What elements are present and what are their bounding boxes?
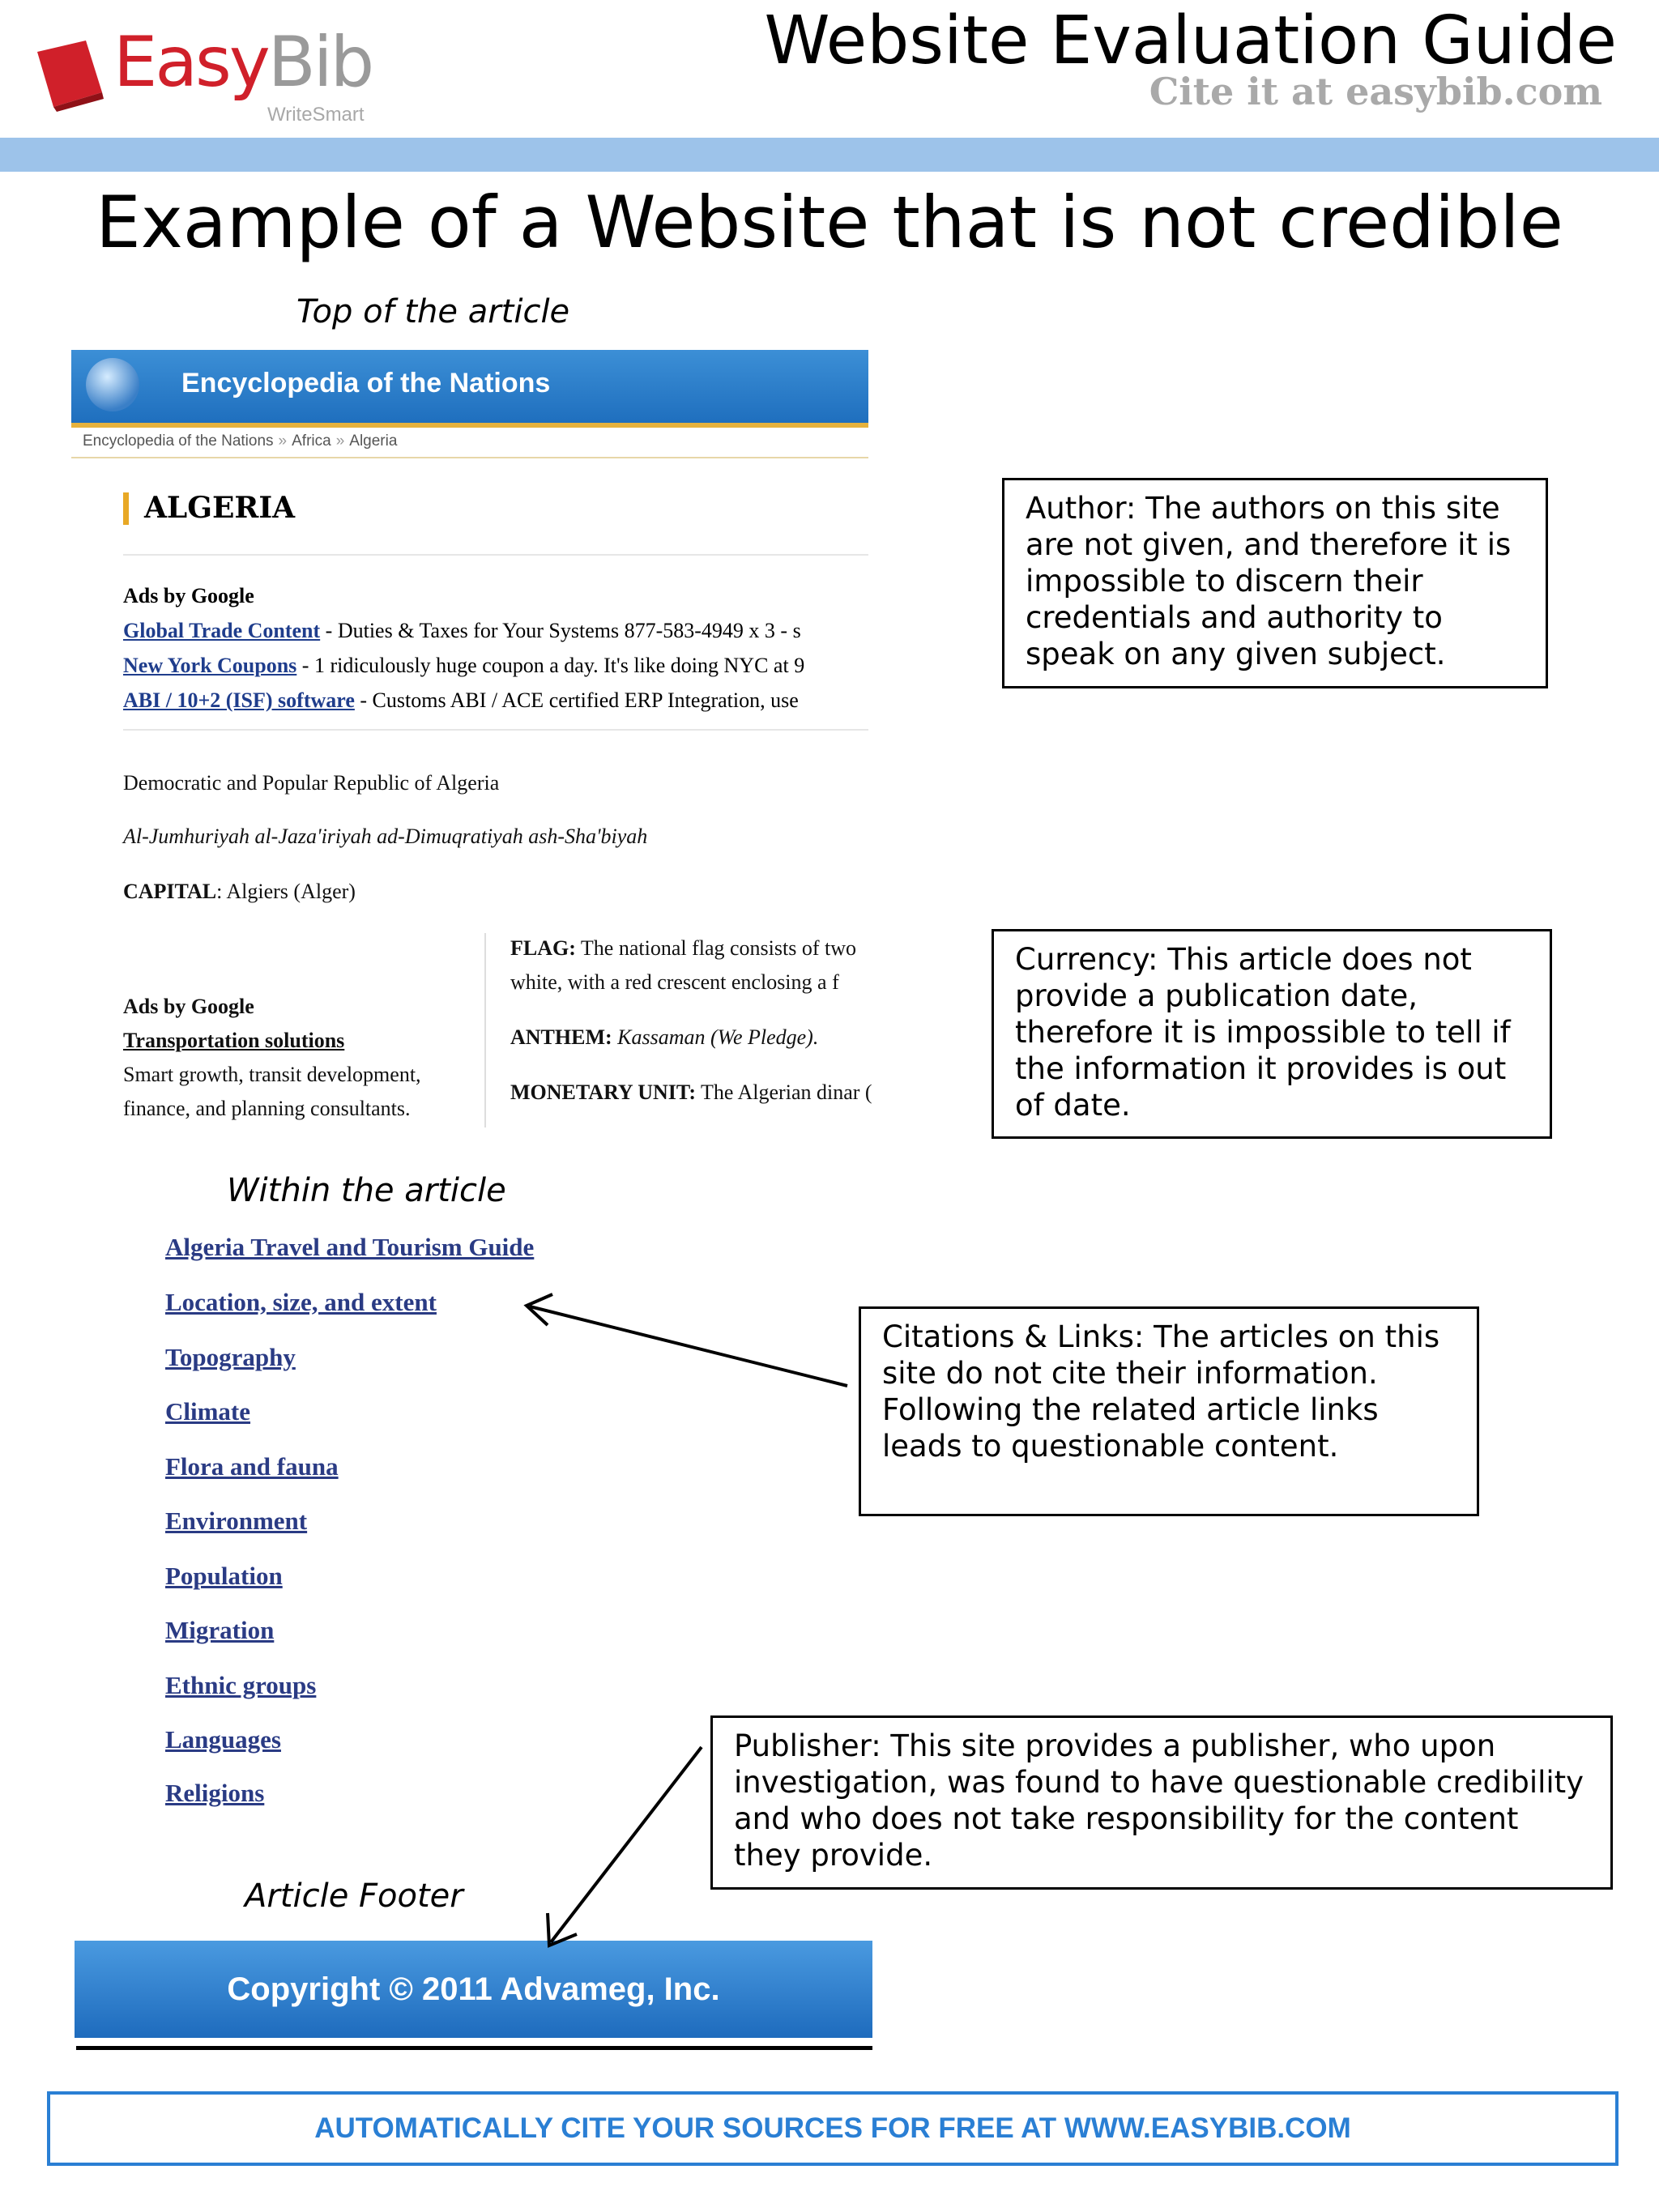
country-heading: ALGERIA	[144, 491, 296, 525]
cite-line: Cite it at easybib.com	[1149, 70, 1602, 113]
note-author: Author: The authors on this site are not given, and therefore it is impossible to discern their credentials and authority to speak on any given subject.	[1002, 478, 1548, 688]
article-link[interactable]: Topography	[165, 1343, 296, 1371]
logo-tagline: WriteSmart	[267, 104, 365, 126]
page-title: Example of a Website that is not credible	[96, 181, 1563, 264]
article-link[interactable]: Population	[165, 1562, 283, 1590]
site-footer-copyright: Copyright © 2011 Advameg, Inc.	[227, 1971, 720, 2007]
capital-line	[123, 880, 356, 904]
flag-line	[510, 936, 856, 961]
note-currency: Currency: This article does not provide a publication date, therefore it is impossible to tell if the information it provides is out of date.	[992, 929, 1552, 1139]
side-ad-text: Smart growth, transit development,	[123, 1063, 421, 1086]
article-link[interactable]: Algeria Travel and Tourism Guide	[165, 1233, 535, 1261]
breadcrumb-item[interactable]: Encyclopedia of the Nations	[83, 433, 274, 450]
monetary-line	[510, 1080, 872, 1105]
article-link[interactable]: Migration	[165, 1616, 275, 1644]
caption-within: Within the article	[227, 1172, 506, 1209]
anthem-value: Kassaman (We Pledge).	[612, 1025, 819, 1049]
divider	[71, 457, 868, 458]
monetary-label: MONETARY UNIT:	[510, 1080, 696, 1104]
easybib-logo	[29, 24, 394, 130]
article-link[interactable]: Climate	[165, 1397, 251, 1426]
article-link[interactable]: Flora and fauna	[165, 1452, 339, 1481]
article-link[interactable]: Location, size, and extent	[165, 1288, 437, 1316]
flag-text: The national flag consists of two	[575, 936, 857, 960]
ad-item	[123, 648, 804, 683]
breadcrumb-item[interactable]: Africa	[292, 433, 331, 450]
note-citations: Citations & Links: The articles on this site do not cite their information. Following the related article links leads to questionable content.	[859, 1306, 1479, 1516]
logo-word-bib: Bib	[267, 22, 373, 103]
heading-marker	[123, 492, 129, 525]
cite-bar[interactable]: AUTOMATICALLY CITE YOUR SOURCES FOR FREE AT WWW.EASYBIB.COM	[47, 2091, 1618, 2166]
monetary-value: The Algerian dinar (	[696, 1080, 872, 1104]
book-icon	[29, 36, 107, 113]
column-divider	[484, 933, 486, 1127]
ad-text: - Customs ABI / ACE certified ERP Integration, use	[354, 688, 799, 712]
flag-label: FLAG:	[510, 936, 576, 960]
breadcrumb-item[interactable]: Algeria	[349, 433, 398, 450]
side-ad-text: finance, and planning consultants.	[123, 1097, 411, 1120]
divider	[76, 2046, 872, 2050]
globe-icon	[86, 358, 139, 411]
side-ads-label: Ads by Google	[123, 995, 254, 1018]
article-link[interactable]: Languages	[165, 1725, 281, 1754]
anthem-label: ANTHEM:	[510, 1025, 612, 1049]
ad-link[interactable]: ABI / 10+2 (ISF) software	[123, 688, 355, 712]
article-link[interactable]: Environment	[165, 1507, 308, 1535]
ad-text: - Duties & Taxes for Your Systems 877-583-4949 x 3 - s	[320, 619, 801, 642]
ad-link[interactable]: Global Trade Content	[123, 619, 321, 642]
flag-text: white, with a red crescent enclosing a f	[510, 970, 839, 994]
ad-item	[123, 613, 804, 648]
anthem-line	[510, 1025, 818, 1050]
header-band	[0, 138, 1659, 172]
caption-footer: Article Footer	[245, 1877, 463, 1915]
divider	[123, 729, 868, 731]
note-publisher: Publisher: This site provides a publisher, who upon investigation, was found to have questionable credibility and who does not take responsibility for the content they provide.	[710, 1715, 1613, 1890]
site-banner	[71, 350, 868, 428]
breadcrumb: Encyclopedia of the Nations » Africa » Algeria	[83, 433, 398, 450]
ad-link[interactable]: New York Coupons	[123, 654, 297, 677]
site-screenshot-top	[71, 350, 872, 1123]
article-links-list	[162, 1223, 616, 1807]
ad-text: - 1 ridiculously huge coupon a day. It's like doing NYC at 9	[296, 654, 805, 677]
site-banner-title: Encyclopedia of the Nations	[181, 368, 551, 399]
side-ad-link[interactable]: Transportation solutions	[123, 1029, 345, 1052]
ads-label: Ads by Google	[123, 584, 254, 607]
caption-top: Top of the article	[296, 293, 570, 330]
guide-title: Website Evaluation Guide	[764, 2, 1617, 79]
capital-value: : Algiers (Alger)	[216, 880, 356, 903]
official-name: Democratic and Popular Republic of Algeria	[123, 771, 500, 795]
logo-word-easy: Easy	[113, 22, 268, 103]
ad-item	[123, 683, 804, 718]
native-name: Al-Jumhuriyah al-Jaza'iriyah ad-Dimuqratiyah ash-Sha'biyah	[123, 825, 648, 848]
ads-block	[123, 578, 804, 718]
article-link[interactable]: Ethnic groups	[165, 1671, 317, 1699]
capital-label: CAPITAL	[123, 880, 217, 903]
article-link[interactable]: Religions	[165, 1779, 265, 1807]
divider	[123, 554, 868, 556]
